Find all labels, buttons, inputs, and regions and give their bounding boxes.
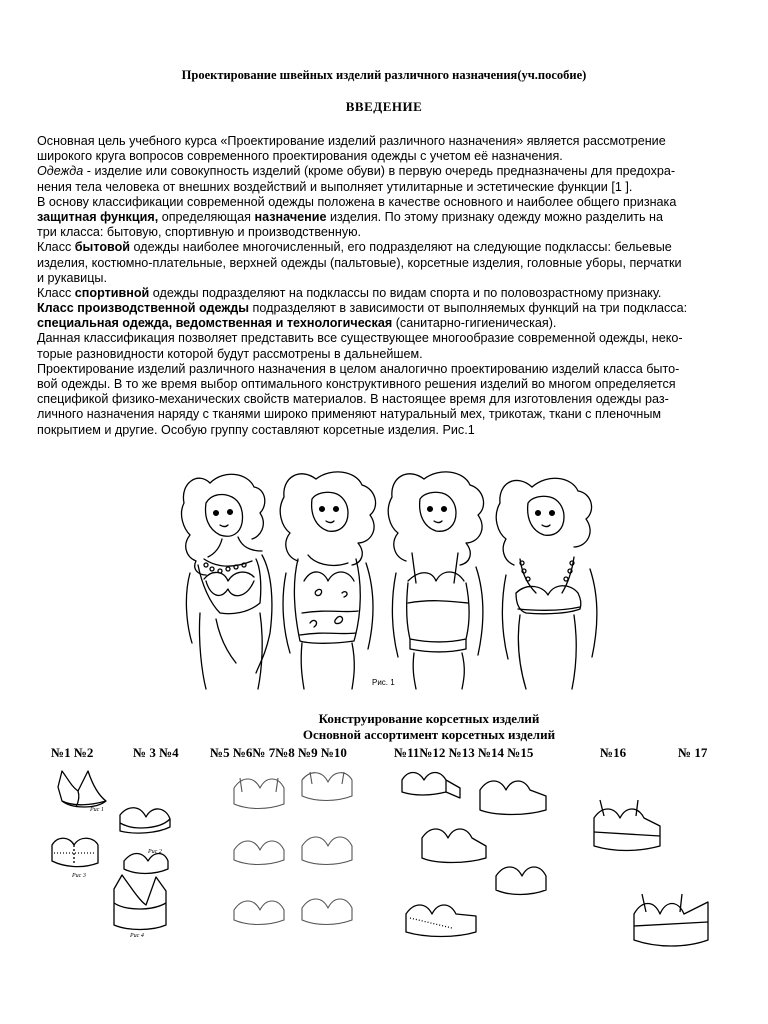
item-numbers-3-4: № 3 №4 <box>133 745 179 760</box>
text-line: широкого круга вопросов современного проектирования одежды с учетом её назначения. <box>37 149 563 164</box>
figure-corset-illustration <box>176 463 612 691</box>
figure-woman-2 <box>280 472 375 689</box>
item-numbers-5-10: №5 №6№ 7№8 №9 №10 <box>210 745 347 760</box>
figure-caption-ris-3: Рис 3 <box>72 873 86 879</box>
text-line <box>37 286 737 301</box>
item-number-16: №16 <box>600 745 627 760</box>
text-line <box>37 240 737 255</box>
text-line: Основная цель учебного курса «Проектирование изделий различного назначения» является рассмотрение <box>37 134 666 148</box>
product-group-1-4 <box>48 765 208 955</box>
bold-term: защитная функция, <box>37 209 159 224</box>
item-number-17: № 17 <box>678 745 708 760</box>
bold-term: специальная одежда, ведомственная и технологическая <box>37 316 393 331</box>
section-heading-introduction: ВВЕДЕНИЕ <box>345 99 423 114</box>
text-span: Класс <box>37 240 75 255</box>
text-line <box>37 164 737 179</box>
item-numbers-11-15: №11№12 №13 №14 №15 <box>394 745 534 760</box>
figure-woman-4 <box>496 478 597 689</box>
figure-caption-ris-4: Рис 4 <box>130 933 144 939</box>
text-line: покрытием и другие. Особую группу составляют корсетные изделия. Рис.1 <box>37 422 475 437</box>
text-line: торые разновидности которой будут рассмотрены в дальнейшем. <box>37 346 423 361</box>
text-span: - изделие или совокупность изделий (кроме обуви) в первую очередь предназначены для предохра- <box>83 164 676 179</box>
document-title: Проектирование швейных изделий различного назначения(уч.пособие) <box>181 68 587 82</box>
introduction-text <box>37 134 737 438</box>
text-span: одежды подразделяют на подклассы по видам спорта и по половозрастному признаку. <box>149 285 662 300</box>
text-line: В основу классификации современной одежды положена в качестве основного и наиболее общего признака <box>37 194 677 209</box>
text-line <box>37 316 737 331</box>
text-span: определяющая <box>158 209 255 224</box>
text-line: три класса: бытовую, спортивную и производственную. <box>37 225 362 240</box>
figure-woman-1 <box>182 474 272 689</box>
text-span: Класс <box>37 285 75 300</box>
text-line: Данная классификация позволяет представить все существующее многообразие современной одежды, неко- <box>37 331 683 346</box>
text-line: нения тела человека от внешних воздействий и выполняет утилитарные и эстетические функции [1 ]. <box>37 179 633 194</box>
text-line: изделия, костюмно-плательные, верхней одежды (пальтовые), корсетные изделия, головные уборы, перчатки <box>37 255 682 270</box>
bold-term: бытовой <box>74 240 131 255</box>
section-title-construction: Конструирование корсетных изделий <box>318 711 540 726</box>
product-group-11-15 <box>396 766 571 946</box>
bold-term: назначение <box>254 209 327 224</box>
text-line: Проектирование изделий различного назначения в целом аналогично проектированию изделий класса быто- <box>37 361 680 376</box>
text-line: спецификой физико-механических свойств материалов. В настоящее время для изготовления одежды раз- <box>37 392 669 407</box>
text-span: изделия. По этому признаку одежду можно разделить на <box>326 209 664 224</box>
text-line: вой одежды. В то же время выбор оптимального конструктивного решения изделий во многом определяется <box>37 377 676 391</box>
text-span: одежды наиболее многочисленный, его подразделяют на следующие подклассы: бельевые <box>130 240 672 255</box>
text-line <box>37 301 737 316</box>
product-group-5-10 <box>228 766 378 946</box>
figure-caption-ris-2: Рис 2 <box>148 849 162 855</box>
bold-term: Класс производственной одежды <box>37 301 250 316</box>
product-group-16-17 <box>590 790 715 960</box>
item-numbers-1-2: №1 №2 <box>51 745 94 760</box>
text-line <box>37 210 737 225</box>
text-line: и рукавицы. <box>37 270 107 285</box>
section-subtitle-assortment: Основной ассортимент корсетных изделий <box>302 727 556 742</box>
bold-term: спортивной <box>74 285 150 300</box>
figure-1-caption: Рис. 1 <box>372 678 395 687</box>
text-line: личного назначения наряду с тканями широко применяют натуральный мех, трикотаж, ткани с пленочным <box>37 407 662 422</box>
figure-woman-3 <box>388 472 483 689</box>
text-span: подразделяют в зависимости от выполняемых функций на три подкласса: <box>249 301 688 316</box>
text-span: (санитарно-гигиеническая). <box>392 316 557 331</box>
figure-caption-ris-1: Рис 1 <box>90 807 104 813</box>
term-odezhda: Одежда <box>37 164 84 179</box>
